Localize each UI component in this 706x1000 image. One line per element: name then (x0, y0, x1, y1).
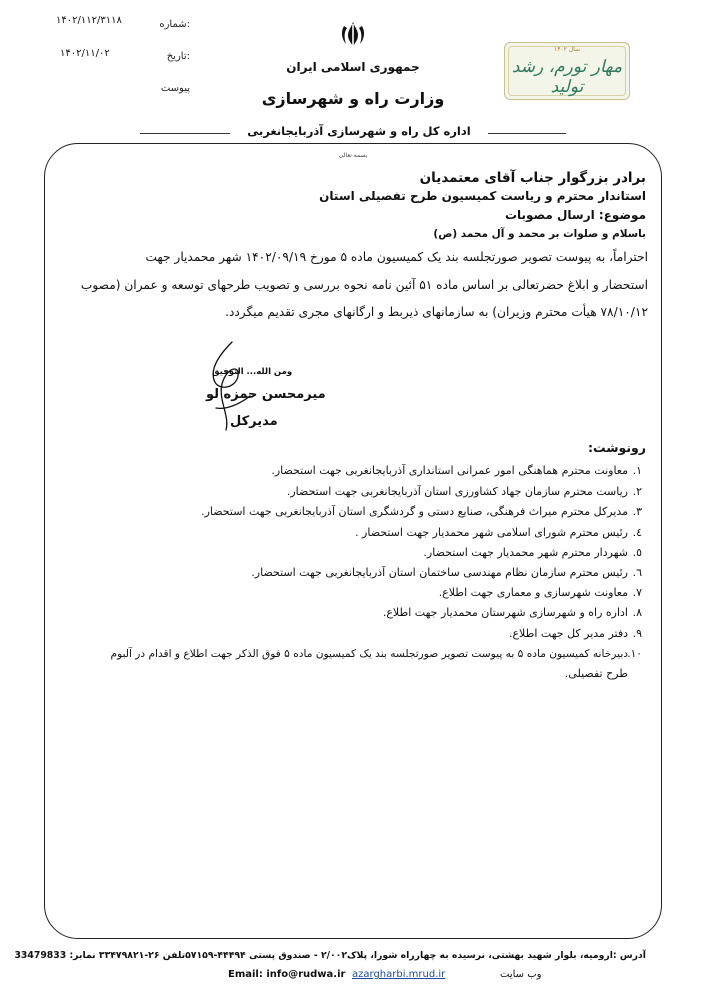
bismillah: بسمه تعالی (338, 152, 368, 159)
body-line-1: احتراماً، به پیوست تصویر صورتجلسه بند یک کمیسیون ماده ۵ مورخ ۱۴۰۲/۰۹/۱۹ شهر محمدیار جهت (145, 250, 648, 264)
list-number: ۲. (632, 485, 642, 498)
list-number: ٦. (632, 566, 642, 579)
list-text: ریاست محترم سازمان جهاد کشاورزی استان آذربایجانغربی جهت استحضار. (286, 485, 628, 498)
cc-heading: رونوشت: (587, 440, 646, 455)
number-value: ۱۴۰۲/۱۱۲/۳۱۱۸ (56, 15, 122, 26)
addressee: برادر بزرگوار جناب آقای معتمدیان (419, 170, 646, 186)
footer-website-label: وب سایت (500, 969, 542, 980)
body-line-2: استحضار و ابلاغ حضرتعالی بر اساس ماده ۵۱ آئین نامه نحوه بررسی و تصویب طرحهای توسعه و عمران (مصوب (80, 278, 648, 292)
list-text: دفتر مدیر کل جهت اطلاع. (508, 627, 628, 640)
list-number: ٤. (632, 526, 642, 539)
ministry-title: وزارت راه و شهرسازی (261, 89, 445, 108)
list-text: رئیس محترم شورای اسلامی شهر محمدیار جهت استحضار . (355, 526, 628, 539)
date-label: تاریخ: (166, 51, 190, 62)
republic-title: جمهوری اسلامی ایران (286, 60, 420, 74)
list-number: ٥. (632, 546, 642, 559)
list-text: معاونت محترم هماهنگی امور عمرانی استانداری آذربایجانغربی جهت استحضار. (271, 464, 628, 477)
list-number: ۱. (632, 464, 642, 477)
greeting: باسلام و صلوات بر محمد و آل محمد (ص) (433, 228, 646, 240)
list-item (48, 463, 642, 478)
list-item (48, 585, 642, 600)
list-text: اداره راه و شهرسازی شهرستان محمدیار جهت اطلاع. (382, 606, 628, 619)
list-item (48, 484, 642, 499)
footer-email[interactable]: Email: info@rudwa.ir (228, 969, 346, 980)
badge-slogan: مهار تورم، رشد تولید (511, 57, 623, 97)
list-item (48, 504, 642, 519)
number-label: شماره: (159, 19, 190, 30)
department-name: اداره کل راه و شهرسازی آذربایجانغربی (247, 124, 471, 138)
signer-title: مدیرکل (230, 414, 278, 429)
footer-address: آدرس :ارومیه، بلوار شهید بهشتی، نرسیده به چهارراه شورا، پلاک۲/۰۰۲ - صندوق پستی ۴۴۴۹۴-۵۷۱۵۹تلفن ۲۶-۳۳۴۷۹۸۲۱ نمابر: 33479833 (14, 950, 646, 961)
list-item (48, 525, 642, 540)
list-number: ۳. (632, 505, 642, 518)
department-rule-right (488, 133, 566, 134)
list-text: معاونت شهرسازی و معماری جهت اطلاع. (438, 586, 628, 599)
list-item (48, 545, 642, 560)
signer-name: میرمحسن حمزه لو (206, 387, 326, 402)
date-value: ۱۴۰۲/۱۱/۰۲ (60, 48, 110, 59)
list-item (48, 647, 642, 662)
list-item (48, 565, 642, 580)
attachment-label: پیوست (160, 83, 190, 94)
list-item (48, 626, 642, 641)
list-number: ۱۰. (627, 648, 642, 660)
list-text: دبیرخانه کمیسیون ماده ۵ به پیوست تصویر صورتجلسه بند یک کمیسیون ماده ۵ فوق الذکر جهت اطلاع و اقدام در آلبوم (110, 648, 628, 660)
badge-year: سال ۱۴۰۲ (553, 46, 580, 53)
addressee-title: استاندار محترم و ریاست کمیسیون طرح تفصیلی استان (319, 189, 646, 203)
signature-closing: ومن الله... التوفیق (212, 367, 293, 377)
body-line-3: ۷۸/۱۰/۱۲ هیأت محترم وزیران) به سازمانهای ذیربط و ارگانهای مجری تقدیم میگردد. (225, 305, 648, 319)
department-rule-left (140, 133, 230, 134)
list-number: ۹. (632, 627, 642, 640)
list-item (48, 605, 642, 620)
list-item (48, 666, 642, 681)
footer-website-link[interactable]: azargharbi.mrud.ir (352, 969, 446, 980)
slogan-badge (504, 42, 630, 100)
list-text: مدیرکل محترم میراث فرهنگی، صنایع دستی و گردشگری استان آذربایجانغربی جهت استحضار. (201, 505, 628, 518)
list-text: شهردار محترم شهر محمدیار جهت استحضار. (423, 546, 628, 559)
iran-emblem-icon (338, 20, 368, 48)
subject: موضوع: ارسال مصوبات (504, 208, 646, 222)
list-number: ۷. (632, 586, 642, 599)
list-text: طرح تفصیلی. (564, 667, 628, 680)
list-text: رئیس محترم سازمان نظام مهندسی ساختمان استان آذربایجانغربی جهت استحضار. (251, 566, 628, 579)
list-number: ۸. (632, 606, 642, 619)
